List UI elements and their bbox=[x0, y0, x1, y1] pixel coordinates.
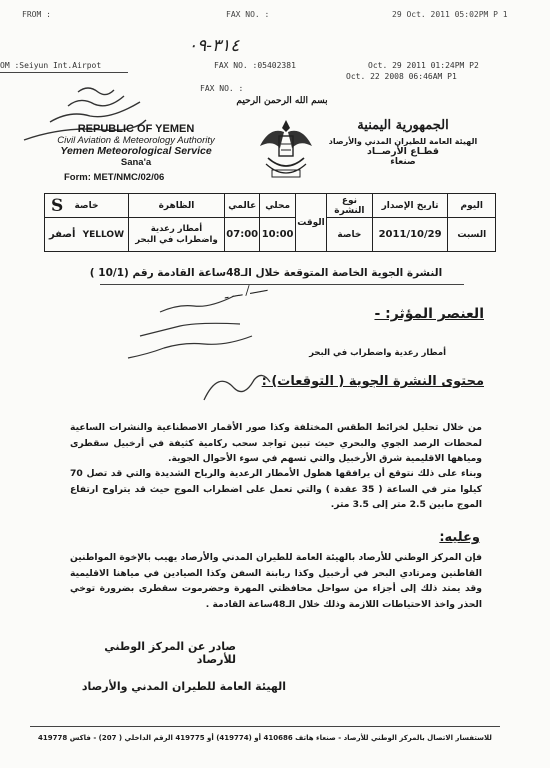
forecast-paragraph-2: وبناء على ذلك نتوقع أن يرافقها هطول الأمطار الرعدية والرياح الشديدة والتي قد تصل 70 كيلوا متر في الساعة ( 35 عقدة ) والتي تعمل على اضطراب الموج حيث قد يتراوح ارتفاع الموج مابين 2.5 متر إلى 3.5 متر. bbox=[70, 468, 483, 510]
advisory-paragraph: فإن المركز الوطني للأرصاد بالهيئة العامة للطيران المدني والأرصاد يهيب بالإخوة المواطنين القاطنين ومرتادي البحر في أرخبيل وكذا ربابنة السفن وكذا الصيادين في مياهنا الاقليمية وقد يمتد ذلك إلى أجزاء من سواحل محافظتي المهرة وحضرموت سقطرى بضرورة توخي الحذر واخذ الاحتياطات اللازمة وذلك خلال الـ48ساعة القادمة . bbox=[70, 552, 482, 610]
influence-heading: العنصر المؤثر: - bbox=[374, 306, 484, 322]
form-code: Form: MET/NMC/02/06 bbox=[64, 172, 165, 183]
cell-level bbox=[45, 218, 129, 252]
bulletin-title: النشرة الجوية الخاصة المتوقعة خلال الـ48ساعة القادمة رقم (10/1 ) bbox=[89, 267, 443, 279]
level-marker-icon: Ѕ bbox=[51, 196, 64, 216]
forecast-paragraph-1: من خلال تحليل لخرائط الطقس المختلفة وكذا صور الأقمار الاصطناعية والنشرات الساعية لمحطات الرصد الجوي والبحري حيث تبين تواجد سحب ركامية كثيفة في أرخبيل سقطرى ومياهها الاقليمية شرق الأرخبيل والتي تسهم في سوء الأحوال الجوية. bbox=[70, 422, 482, 464]
cell-day: السبت bbox=[448, 218, 496, 252]
cell-local-time: 10:00 bbox=[260, 218, 295, 252]
influence-text: أمطار رعدية واضطراب في البحر bbox=[309, 348, 446, 358]
fax-number-label: FAX NO. : bbox=[226, 10, 270, 19]
bulletin-table bbox=[44, 193, 496, 252]
col-phenomenon-header: الظاهرة bbox=[128, 194, 224, 218]
fax-datetime: 29 Oct. 2011 05:02PM P 1 bbox=[392, 10, 508, 19]
footer-divider bbox=[30, 726, 500, 727]
cell-utc-time: 07:00 bbox=[225, 218, 260, 252]
footer-contact: للاستفسار الاتصال بالمركز الوطني للأرصاد - صنعاء هاتف 410686 أو (419774) أو 419775 الرقم الداخلي ( 207) - فاكس 419778 bbox=[38, 734, 492, 742]
header-ar-line4: صنعاء bbox=[390, 157, 416, 167]
fax-number-2: FAX NO. :05402381 bbox=[214, 61, 296, 70]
header-ar-line3: قطـاع الأرصــاد bbox=[366, 146, 439, 157]
fax-datetime-3: Oct. 22 2008 06:46AM P1 bbox=[346, 72, 457, 81]
yemen-eagle-emblem-icon bbox=[258, 114, 314, 182]
therefore-heading: وعليه: bbox=[439, 530, 480, 545]
handwritten-number: ٣١٤-٠٩ bbox=[188, 36, 240, 56]
header-en-line3: Yemen Meteorological Service bbox=[60, 145, 212, 157]
handwritten-notes-icon bbox=[120, 288, 260, 368]
col-issue-date-header: تاريخ الإصدار bbox=[372, 194, 448, 218]
header-ar-line1: الجمهورية اليمنية bbox=[357, 118, 449, 133]
header-en bbox=[36, 124, 236, 168]
col-level-header bbox=[45, 194, 129, 218]
col-utc-header: عالمي bbox=[225, 194, 260, 218]
cell-phenomenon: أمطار رعدية واضطراب في البحر bbox=[128, 218, 224, 252]
header-ar bbox=[318, 118, 488, 167]
header-en-line4: Sana'a bbox=[120, 157, 152, 168]
cell-issue-date: 2011/10/29 bbox=[372, 218, 448, 252]
fax-from-label: FROM : bbox=[22, 10, 51, 19]
header-en-line1: REPUBLIC OF YEMEN bbox=[77, 123, 195, 135]
fax-number-3: FAX NO. : bbox=[200, 84, 244, 93]
level-label: خاصة bbox=[74, 200, 99, 211]
col-local-header: محلي bbox=[260, 194, 295, 218]
basmala: بسم الله الرحمن الرحيم bbox=[236, 96, 328, 106]
handwritten-note: ـــــ/ ـــ ـ bbox=[222, 280, 268, 302]
issuer-line-2: الهيئة العامة للطيران المدني والأرصاد bbox=[81, 680, 286, 693]
header-ar-line2: الهيئة العامة للطيران المدني والأرصاد bbox=[328, 137, 478, 146]
content-heading: محتوى النشرة الجوية ( التوقعات) : bbox=[261, 374, 484, 389]
header-en-line2: Civil Aviation & Meteorology Authority bbox=[57, 135, 215, 146]
col-type-header: نوع النشرة bbox=[327, 194, 373, 218]
title-underline bbox=[100, 284, 464, 285]
level-ar: أصفر bbox=[48, 229, 76, 240]
fax-datetime-2: Oct. 29 2011 01:24PM P2 bbox=[368, 61, 479, 70]
col-time-header: الوقت bbox=[295, 194, 326, 252]
col-day-header: اليوم bbox=[448, 194, 496, 218]
cell-type: خاصة bbox=[327, 218, 373, 252]
issuer-line-1: صادر عن المركز الوطني للأرصاد bbox=[104, 640, 236, 666]
fax-underline bbox=[0, 72, 128, 73]
fax-sender: OM :Seiyun Int.Airpot bbox=[0, 61, 102, 70]
level-en: YELLOW bbox=[82, 230, 125, 240]
